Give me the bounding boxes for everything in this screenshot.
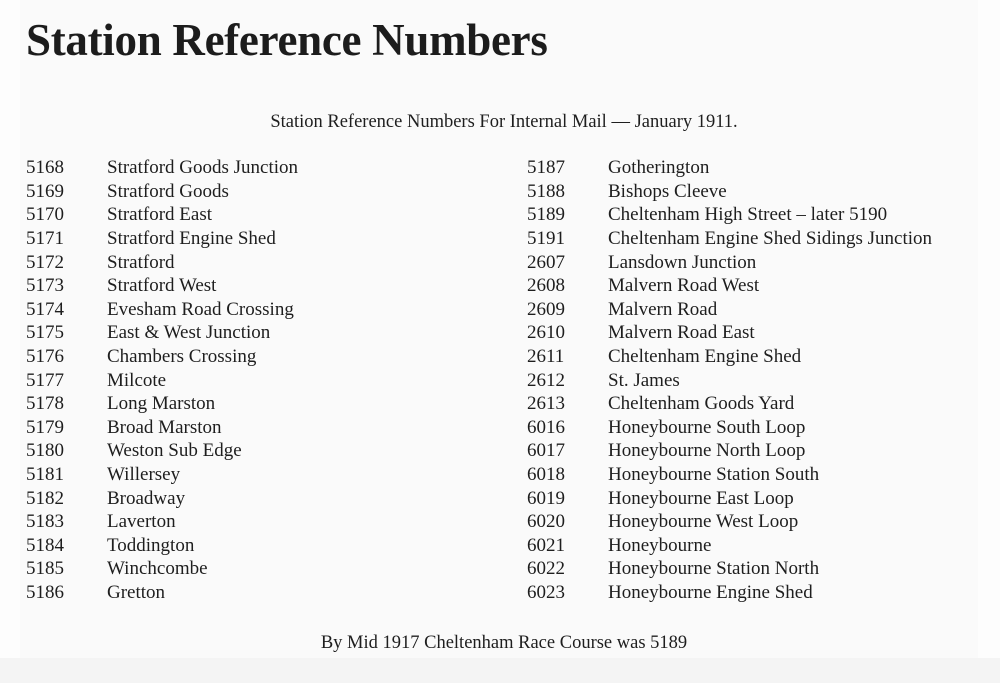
station-name: Gretton: [107, 581, 166, 603]
reference-number: 2607: [527, 251, 565, 273]
station-name: Stratford East: [107, 204, 213, 226]
station-name: Winchcombe: [107, 558, 208, 580]
list-item: [527, 392, 932, 416]
reference-number: 5187: [527, 157, 565, 179]
station-name: Honeybourne West Loop: [608, 511, 799, 533]
reference-number: 6022: [527, 558, 565, 580]
reference-number: 5185: [26, 558, 64, 580]
list-item: [26, 392, 298, 416]
reference-number: 2609: [527, 298, 565, 320]
reference-number: 5169: [26, 180, 64, 202]
right-column-list: [527, 156, 932, 604]
reference-number: 6016: [527, 416, 565, 438]
reference-number: 5191: [527, 228, 565, 250]
reference-number: 5180: [26, 440, 64, 462]
station-name: Gotherington: [608, 157, 710, 179]
list-item: [26, 345, 298, 369]
reference-number: 6017: [527, 440, 565, 462]
list-item: [26, 156, 298, 180]
station-name: Honeybourne South Loop: [608, 416, 806, 438]
list-item: [527, 274, 932, 298]
station-name: East & West Junction: [107, 322, 271, 344]
list-item: [527, 156, 932, 180]
list-item: [527, 510, 932, 534]
list-item: [26, 321, 298, 345]
reference-number: 5181: [26, 464, 64, 486]
reference-number: 5183: [26, 511, 64, 533]
footnote: By Mid 1917 Cheltenham Race Course was 5189: [320, 633, 688, 653]
station-name: Stratford West: [107, 275, 217, 297]
station-name: Stratford Goods: [107, 180, 229, 202]
list-item: [26, 180, 298, 204]
list-item: [527, 321, 932, 345]
reference-number: 5188: [527, 180, 565, 202]
station-name: Honeybourne: [608, 534, 712, 556]
reference-number: 5177: [26, 369, 64, 391]
station-name: Honeybourne Engine Shed: [608, 581, 813, 603]
station-name: Stratford Goods Junction: [107, 157, 299, 179]
station-name: Honeybourne Station South: [608, 464, 820, 486]
list-item: [527, 557, 932, 581]
list-item: [26, 298, 298, 322]
reference-number: 2612: [527, 369, 565, 391]
list-item: [527, 368, 932, 392]
station-name: Malvern Road East: [608, 322, 755, 344]
list-item: [527, 250, 932, 274]
reference-number: 2608: [527, 275, 565, 297]
reference-number: 5178: [26, 393, 64, 415]
station-name: Lansdown Junction: [608, 251, 757, 273]
station-name: Honeybourne Station North: [608, 558, 820, 580]
reference-number: 6019: [527, 487, 565, 509]
reference-number: 5175: [26, 322, 64, 344]
table-caption: Station Reference Numbers For Internal Mail — January 1911.: [270, 112, 738, 132]
reference-number: 6020: [527, 511, 565, 533]
station-name: Broad Marston: [107, 416, 222, 438]
station-name: Cheltenham Goods Yard: [608, 393, 795, 415]
reference-number: 5176: [26, 346, 64, 368]
list-item: [26, 463, 298, 487]
list-item: [527, 203, 932, 227]
list-item: [527, 439, 932, 463]
reference-number: 2611: [527, 346, 565, 368]
list-item: [527, 534, 932, 558]
list-item: [527, 227, 932, 251]
station-name: Milcote: [107, 369, 167, 391]
list-item: [26, 486, 298, 510]
station-name: Cheltenham Engine Shed: [608, 346, 802, 368]
station-name: Honeybourne North Loop: [608, 440, 806, 462]
list-item: [527, 180, 932, 204]
reference-number: 5186: [26, 581, 64, 603]
list-item: [26, 250, 298, 274]
reference-number: 6021: [527, 534, 565, 556]
station-name: Weston Sub Edge: [107, 440, 242, 462]
reference-number: 5182: [26, 487, 64, 509]
left-column-list: [26, 156, 298, 604]
list-item: [26, 416, 298, 440]
reference-number: 6018: [527, 464, 565, 486]
list-item: [26, 274, 298, 298]
station-name: Laverton: [107, 511, 176, 533]
list-item: [26, 510, 298, 534]
list-item: [527, 345, 932, 369]
station-name: Honeybourne East Loop: [608, 487, 794, 509]
reference-number: 5172: [26, 251, 64, 273]
page-title: Station Reference Numbers: [26, 15, 548, 65]
station-name: Bishops Cleeve: [608, 180, 727, 202]
list-item: [527, 463, 932, 487]
station-name: Cheltenham Engine Shed Sidings Junction: [608, 228, 933, 250]
station-name: Malvern Road: [608, 298, 718, 320]
list-item: [26, 534, 298, 558]
list-item: [527, 581, 932, 605]
list-item: [527, 416, 932, 440]
reference-number: 5179: [26, 416, 64, 438]
station-name: Cheltenham High Street – later 5190: [608, 204, 888, 226]
reference-number: 2613: [527, 393, 565, 415]
reference-number: 6023: [527, 581, 565, 603]
reference-number: 5171: [26, 228, 64, 250]
list-item: [527, 298, 932, 322]
station-name: Stratford: [107, 251, 175, 273]
reference-number: 5184: [26, 534, 64, 556]
station-name: Stratford Engine Shed: [107, 228, 276, 250]
reference-number: 5168: [26, 157, 64, 179]
list-item: [26, 557, 298, 581]
reference-number: 2610: [527, 322, 565, 344]
list-item: [26, 368, 298, 392]
station-name: Evesham Road Crossing: [107, 298, 294, 320]
list-item: [26, 439, 298, 463]
station-name: Willersey: [107, 464, 181, 486]
reference-number: 5189: [527, 204, 565, 226]
station-name: Broadway: [107, 487, 186, 509]
reference-number: 5174: [26, 298, 64, 320]
list-item: [26, 227, 298, 251]
list-item: [527, 486, 932, 510]
station-name: Malvern Road West: [608, 275, 760, 297]
reference-number: 5173: [26, 275, 64, 297]
list-item: [26, 581, 298, 605]
station-name: Long Marston: [107, 393, 216, 415]
station-name: Chambers Crossing: [107, 346, 257, 368]
list-item: [26, 203, 298, 227]
station-name: St. James: [608, 369, 680, 391]
station-name: Toddington: [107, 534, 195, 556]
reference-number: 5170: [26, 204, 64, 226]
